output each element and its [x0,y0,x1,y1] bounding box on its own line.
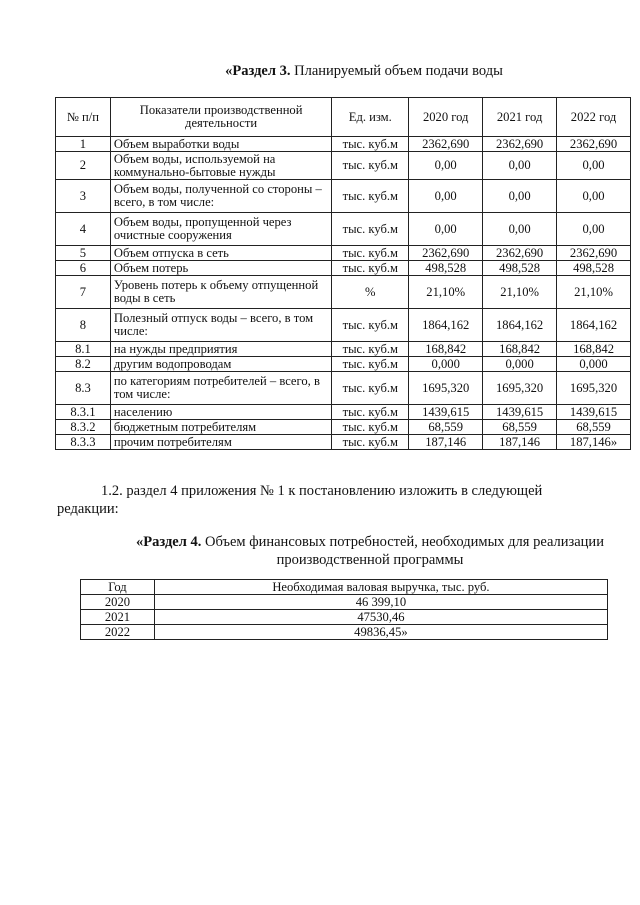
row-number: 8.3.1 [56,405,111,420]
row-indicator: Полезный отпуск воды – всего, в том числе: [110,309,331,342]
row-revenue: 46 399,10 [154,595,607,610]
table-row [56,152,631,180]
table-row [56,342,631,357]
column-header: Ед. изм. [332,98,409,137]
row-indicator: другим водопроводам [110,357,331,372]
column-header: 2020 год [409,98,483,137]
row-unit: тыс. куб.м [332,309,409,342]
value-2020: 1864,162 [409,309,483,342]
row-indicator: Уровень потерь к объему отпущенной воды в сеть [110,276,331,309]
row-indicator: Объем воды, пропущенной через очистные сооружения [110,213,331,246]
value-2022: 68,559 [557,420,631,435]
row-unit: тыс. куб.м [332,261,409,276]
row-indicator: по категориям потребителей – всего, в том числе: [110,372,331,405]
value-2022: 0,00 [557,152,631,180]
value-2021: 2362,690 [483,246,557,261]
table-header-row [56,98,631,137]
row-revenue: 47530,46 [154,610,607,625]
table-row [56,357,631,372]
value-2022: 1864,162 [557,309,631,342]
row-number: 2 [56,152,111,180]
value-2022: 2362,690 [557,137,631,152]
row-year: 2021 [81,610,155,625]
value-2022: 168,842 [557,342,631,357]
row-number: 7 [56,276,111,309]
row-unit: тыс. куб.м [332,152,409,180]
row-unit: тыс. куб.м [332,180,409,213]
table-row [56,261,631,276]
value-2020: 1439,615 [409,405,483,420]
row-indicator: на нужды предприятия [110,342,331,357]
value-2020: 1695,320 [409,372,483,405]
row-number: 8.3.2 [56,420,111,435]
value-2021: 1439,615 [483,405,557,420]
row-indicator: Объем выработки воды [110,137,331,152]
table-row [56,309,631,342]
table-header-row [81,580,608,595]
table-row [56,213,631,246]
value-2022: 0,00 [557,213,631,246]
value-2022: 1439,615 [557,405,631,420]
financial-needs-table [80,579,608,640]
value-2021: 1864,162 [483,309,557,342]
column-header: 2022 год [557,98,631,137]
section-3-title-text: Планируемый объем подачи воды [290,63,503,79]
value-2022: 498,528 [557,261,631,276]
section-4-title-text: Объем финансовых потребностей, необходимых для реализации производственной программы [201,534,604,568]
row-unit: тыс. куб.м [332,420,409,435]
table-row [56,405,631,420]
row-unit: тыс. куб.м [332,357,409,372]
value-2020: 187,146 [409,435,483,450]
row-unit: тыс. куб.м [332,435,409,450]
row-number: 8.2 [56,357,111,372]
value-2022: 187,146» [557,435,631,450]
row-unit: тыс. куб.м [332,342,409,357]
table-row [56,276,631,309]
row-year: 2020 [81,595,155,610]
table-row [56,435,631,450]
row-number: 4 [56,213,111,246]
value-2021: 498,528 [483,261,557,276]
value-2021: 187,146 [483,435,557,450]
row-number: 3 [56,180,111,213]
value-2021: 0,00 [483,213,557,246]
row-indicator: прочим потребителям [110,435,331,450]
table-row [56,137,631,152]
row-indicator: Объем воды, используемой на коммунально-бытовые нужды [110,152,331,180]
value-2021: 2362,690 [483,137,557,152]
row-unit: % [332,276,409,309]
row-number: 8.3.3 [56,435,111,450]
section-4-title [130,533,610,569]
section-3-title [0,63,640,80]
value-2022: 0,000 [557,357,631,372]
table-row [56,372,631,405]
row-year: 2022 [81,625,155,640]
value-2020: 0,00 [409,152,483,180]
value-2022: 21,10% [557,276,631,309]
table-row [81,595,608,610]
table-row [56,180,631,213]
value-2021: 0,000 [483,357,557,372]
value-2021: 168,842 [483,342,557,357]
water-supply-table [55,97,631,450]
amendment-paragraph: 1.2. раздел 4 приложения № 1 к постановлению изложить в следующей редакции: [57,483,543,517]
row-indicator: населению [110,405,331,420]
value-2021: 0,00 [483,180,557,213]
row-unit: тыс. куб.м [332,213,409,246]
value-2020: 168,842 [409,342,483,357]
row-number: 8.3 [56,372,111,405]
value-2020: 498,528 [409,261,483,276]
row-indicator: Объем отпуска в сеть [110,246,331,261]
value-2020: 2362,690 [409,137,483,152]
row-revenue: 49836,45» [154,625,607,640]
column-header: Показатели производственной деятельности [110,98,331,137]
row-indicator: Объем потерь [110,261,331,276]
value-2020: 0,000 [409,357,483,372]
value-2020: 0,00 [409,213,483,246]
table-row [81,610,608,625]
row-indicator: Объем воды, полученной со стороны – всего, в том числе: [110,180,331,213]
table-row [56,420,631,435]
column-header: Год [81,580,155,595]
value-2021: 68,559 [483,420,557,435]
row-unit: тыс. куб.м [332,246,409,261]
value-2022: 0,00 [557,180,631,213]
table-row [81,625,608,640]
row-number: 1 [56,137,111,152]
row-unit: тыс. куб.м [332,372,409,405]
table-row [56,246,631,261]
section-3-title-bold: «Раздел 3. [225,63,291,79]
value-2020: 0,00 [409,180,483,213]
column-header: № п/п [56,98,111,137]
value-2020: 21,10% [409,276,483,309]
value-2021: 0,00 [483,152,557,180]
value-2020: 2362,690 [409,246,483,261]
value-2022: 1695,320 [557,372,631,405]
row-unit: тыс. куб.м [332,137,409,152]
column-header: Необходимая валовая выручка, тыс. руб. [154,580,607,595]
value-2021: 21,10% [483,276,557,309]
row-number: 6 [56,261,111,276]
row-indicator: бюджетным потребителям [110,420,331,435]
value-2022: 2362,690 [557,246,631,261]
section-4-title-bold: «Раздел 4. [136,534,202,550]
row-number: 8.1 [56,342,111,357]
value-2021: 1695,320 [483,372,557,405]
value-2020: 68,559 [409,420,483,435]
row-number: 8 [56,309,111,342]
column-header: 2021 год [483,98,557,137]
row-unit: тыс. куб.м [332,405,409,420]
row-number: 5 [56,246,111,261]
